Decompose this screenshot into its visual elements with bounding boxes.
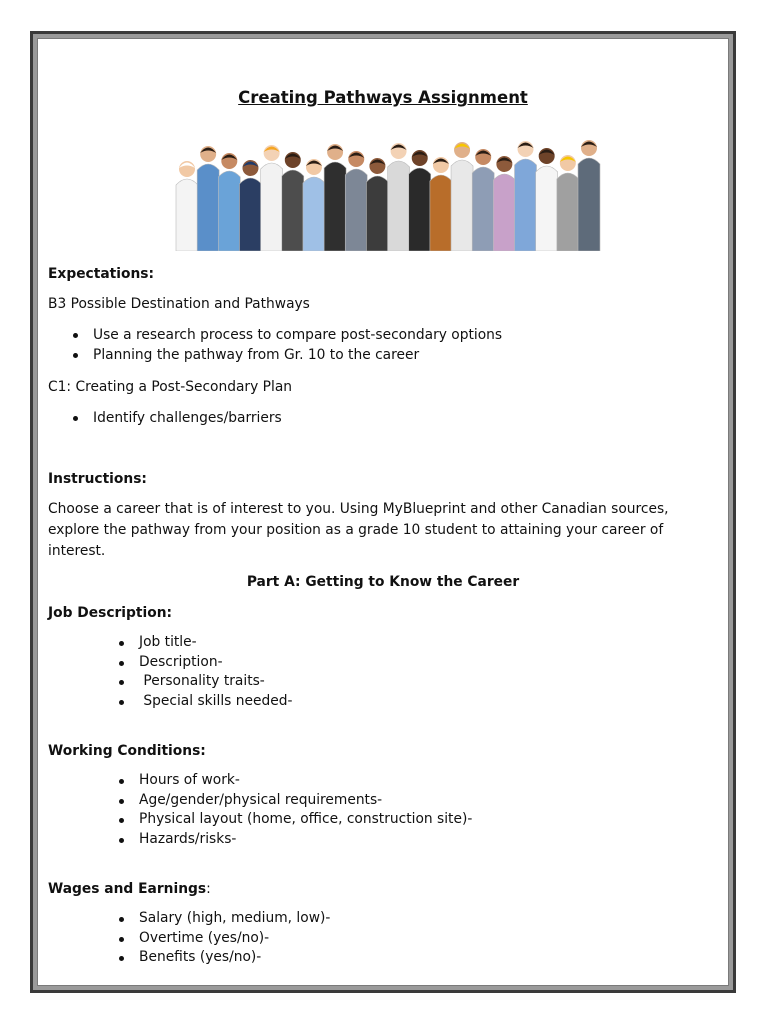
list-item: Hours of work- <box>139 771 472 791</box>
instructions-heading: Instructions: <box>48 471 147 487</box>
worker-figure <box>218 171 240 251</box>
worker-figure <box>345 169 367 251</box>
expectations-heading: Expectations: <box>48 266 154 282</box>
worker-figure <box>176 179 198 251</box>
list-item: Age/gender/physical requirements- <box>139 791 472 811</box>
list-item: Description- <box>139 653 292 673</box>
worker-figure <box>451 160 473 251</box>
list-item: Salary (high, medium, low)- <box>139 909 330 929</box>
worker-figure <box>409 168 431 251</box>
list-item: Planning the pathway from Gr. 10 to the career <box>93 345 502 365</box>
list-item: Use a research process to compare post-secondary options <box>93 327 503 343</box>
worker-figure <box>536 166 558 251</box>
page-frame <box>30 31 736 993</box>
worker-figure <box>239 178 261 251</box>
worker-figure <box>388 161 410 251</box>
c1-expectation-label: C1: Creating a Post-Secondary Plan <box>48 379 293 395</box>
worker-figure <box>430 175 452 251</box>
job-description-heading: Job Description: <box>48 605 173 621</box>
list-item: Hazards/risks- <box>139 830 472 850</box>
b3-expectation-list <box>93 325 502 365</box>
worker-figure <box>472 167 494 251</box>
list-item: Identify challenges/barriers <box>93 410 282 426</box>
list-item: Personality traits- <box>139 672 292 692</box>
c1-expectation-list <box>93 408 282 428</box>
working-conditions-heading: Working Conditions: <box>48 743 206 759</box>
list-item: Overtime (yes/no)- <box>139 929 330 949</box>
worker-figure <box>366 176 388 251</box>
list-item: Physical layout (home, office, construction site)- <box>139 810 472 830</box>
b3-expectation-label: B3 Possible Destination and Pathways <box>48 296 310 312</box>
worker-figure <box>303 177 325 251</box>
document-page <box>37 38 729 986</box>
worker-figure <box>261 163 283 251</box>
worker-figure <box>197 164 219 251</box>
worker-figure <box>578 158 600 251</box>
workers-banner-image <box>173 125 603 251</box>
list-item: Special skills needed- <box>139 692 292 712</box>
list-item: Job title- <box>139 633 292 653</box>
worker-figure <box>282 170 304 251</box>
document-title: Creating Pathways Assignment <box>238 88 528 107</box>
wages-heading-colon: : <box>206 881 211 897</box>
list-item: Benefits (yes/no)- <box>139 948 330 968</box>
wages-heading <box>48 879 211 899</box>
worker-figure <box>493 174 515 251</box>
instructions-body: Choose a career that is of interest to you. Using MyBlueprint and other Canadian sources, explore the pathway from your position as a grade 10 student to attaining your career of interest. <box>48 501 669 559</box>
job-description-list <box>139 633 292 711</box>
working-conditions-list <box>139 771 472 849</box>
worker-figure <box>515 159 537 251</box>
part-a-title: Part A: Getting to Know the Career <box>246 574 520 590</box>
wages-list <box>139 909 330 968</box>
worker-figure <box>557 173 579 251</box>
wages-heading-text: Wages and Earnings <box>48 881 207 897</box>
worker-figure <box>324 162 346 251</box>
